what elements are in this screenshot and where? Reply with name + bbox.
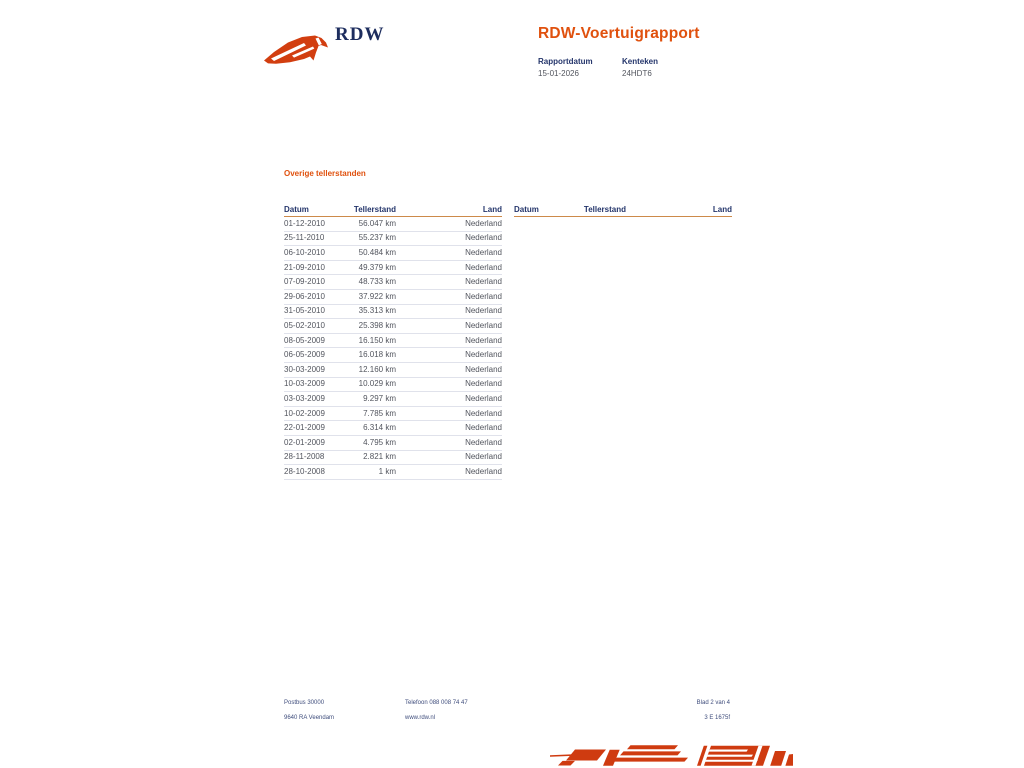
table-row [284, 232, 502, 247]
footer-page-info [697, 700, 730, 729]
table-row [284, 407, 502, 422]
cell-date: 30-03-2009 [284, 365, 325, 374]
cell-date: 03-03-2009 [284, 394, 325, 403]
column-header-land: Land [712, 206, 732, 214]
cell-date: 10-03-2009 [284, 380, 325, 389]
cell-reading: 1 km [378, 467, 396, 476]
footer-page-indicator: Blad 2 van 4 [696, 700, 730, 706]
cell-country: Nederland [465, 438, 502, 447]
cell-reading: 49.379 km [358, 263, 396, 272]
odometer-table-right [514, 204, 732, 480]
cell-reading: 2.821 km [363, 453, 396, 462]
footer-contact [405, 700, 468, 729]
cell-country: Nederland [465, 380, 502, 389]
column-header-tellerstand: Tellerstand [353, 206, 396, 214]
cell-date: 01-12-2010 [284, 219, 325, 228]
cell-reading: 35.313 km [358, 307, 396, 316]
table-row [284, 348, 502, 363]
cell-country: Nederland [465, 424, 502, 433]
cell-reading: 56.047 km [358, 219, 396, 228]
table-row [284, 451, 502, 466]
table-header-row [284, 204, 502, 217]
table-row [284, 217, 502, 232]
cell-reading: 4.795 km [363, 438, 396, 447]
section-title-overige-tellerstanden: Overige tellerstanden [284, 169, 366, 178]
cell-country: Nederland [465, 278, 502, 287]
column-header-datum: Datum [514, 206, 539, 214]
table-header-row [514, 204, 732, 217]
footer-website: www.rdw.nl [405, 714, 436, 721]
cell-country: Nederland [465, 453, 502, 462]
column-header-datum: Datum [284, 206, 309, 214]
cell-date: 06-10-2010 [284, 248, 325, 257]
column-header-land: Land [482, 206, 502, 214]
cell-country: Nederland [465, 292, 502, 301]
cell-country: Nederland [465, 248, 502, 257]
cell-reading: 10.029 km [358, 380, 396, 389]
cell-reading: 9.297 km [363, 394, 396, 403]
rdw-wing-stripes-graphic [548, 743, 793, 768]
report-meta [538, 58, 798, 79]
cell-reading: 16.150 km [358, 336, 396, 345]
cell-date: 25-11-2010 [284, 234, 325, 243]
cell-reading: 16.018 km [358, 351, 396, 360]
cell-country: Nederland [465, 467, 502, 476]
cell-reading: 6.314 km [363, 424, 396, 433]
cell-country: Nederland [465, 351, 502, 360]
cell-reading: 25.398 km [358, 321, 396, 330]
column-header-tellerstand: Tellerstand [583, 206, 626, 214]
footer-phone: Telefoon 088 008 74 47 [405, 700, 468, 706]
cell-country: Nederland [465, 409, 502, 418]
cell-reading: 37.922 km [358, 292, 396, 301]
footer-postbus: Postbus 30000 [284, 700, 325, 706]
cell-reading: 55.237 km [358, 234, 396, 243]
table-row [284, 246, 502, 261]
cell-date: 02-01-2009 [284, 438, 325, 447]
cell-date: 31-05-2010 [284, 307, 325, 316]
report-header [538, 26, 798, 78]
table-row [284, 305, 502, 320]
cell-date: 08-05-2009 [284, 336, 325, 345]
report-date-block [538, 58, 622, 79]
report-date-value: 15-01-2026 [538, 69, 579, 78]
cell-date: 29-06-2010 [284, 292, 325, 301]
table-row [284, 363, 502, 378]
cell-country: Nederland [465, 365, 502, 374]
report-date-label: Rapportdatum [538, 56, 593, 66]
license-plate-label: Kenteken [622, 56, 659, 66]
cell-country: Nederland [465, 336, 502, 345]
table-row [284, 334, 502, 349]
table-row [284, 319, 502, 334]
cell-country: Nederland [465, 394, 502, 403]
cell-date: 28-11-2008 [284, 453, 325, 462]
footer-address [284, 700, 334, 729]
footer-city: 9640 RA Veendam [284, 714, 335, 721]
table-row [284, 261, 502, 276]
cell-date: 07-09-2010 [284, 278, 325, 287]
cell-country: Nederland [465, 321, 502, 330]
table-row [284, 465, 502, 480]
cell-date: 06-05-2009 [284, 351, 325, 360]
cell-date: 10-02-2009 [284, 409, 325, 418]
cell-date: 22-01-2009 [284, 424, 325, 433]
license-plate-block [622, 58, 706, 79]
page-title: RDW-Voertuigrapport [538, 25, 700, 42]
cell-reading: 12.160 km [358, 365, 396, 374]
rdw-logo-wordmark: RDW [335, 24, 385, 45]
cell-country: Nederland [465, 219, 502, 228]
footer-form-code: 3 E 1675f [704, 714, 730, 721]
cell-country: Nederland [465, 307, 502, 316]
table-row [284, 275, 502, 290]
table-row [284, 436, 502, 451]
cell-reading: 48.733 km [358, 278, 396, 287]
cell-date: 05-02-2010 [284, 321, 325, 330]
table-row [284, 290, 502, 305]
rdw-wing-logo-icon [260, 29, 332, 69]
cell-reading: 7.785 km [363, 409, 396, 418]
license-plate-value: 24HDT6 [622, 69, 652, 78]
table-row [284, 392, 502, 407]
cell-country: Nederland [465, 263, 502, 272]
odometer-tables [284, 204, 732, 480]
table-body [284, 217, 502, 480]
cell-country: Nederland [465, 234, 502, 243]
cell-date: 28-10-2008 [284, 467, 325, 476]
cell-date: 21-09-2010 [284, 263, 325, 272]
cell-reading: 50.484 km [358, 248, 396, 257]
table-row [284, 421, 502, 436]
table-row [284, 378, 502, 393]
odometer-table-left [284, 204, 502, 480]
